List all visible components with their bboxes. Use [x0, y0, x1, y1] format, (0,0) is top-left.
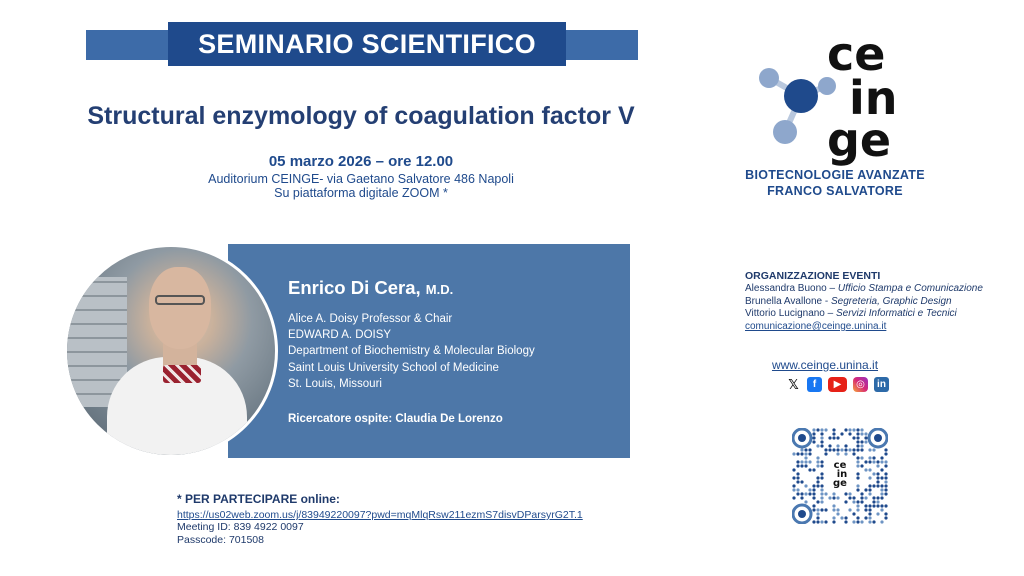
participate-title: * PER PARTECIPARE online:: [177, 492, 340, 506]
qr-module: [844, 516, 847, 519]
speaker-affiliation-line: Department of Biochemistry & Molecular Biology: [288, 345, 535, 357]
person-name: Alessandra Buono –: [745, 283, 836, 294]
qr-module: [804, 460, 807, 463]
qr-module: [824, 520, 827, 523]
qr-module: [860, 456, 863, 459]
qr-module: [876, 476, 879, 479]
qr-module: [820, 440, 823, 443]
qr-module: [832, 520, 835, 523]
qr-module: [856, 436, 859, 439]
qr-module: [876, 464, 879, 467]
qr-module: [800, 448, 803, 451]
qr-module: [800, 464, 803, 467]
qr-module: [884, 492, 887, 495]
qr-module: [856, 500, 859, 503]
qr-module: [816, 484, 819, 487]
qr-module: [884, 476, 887, 479]
qr-module: [820, 508, 823, 511]
qr-module: [864, 504, 867, 507]
qr-module: [868, 512, 871, 515]
qr-module: [812, 432, 815, 435]
qr-module: [796, 476, 799, 479]
speaker-affiliation-line: Saint Louis University School of Medicine: [288, 362, 499, 374]
qr-module: [796, 464, 799, 467]
qr-module: [868, 508, 871, 511]
qr-module: [884, 452, 887, 455]
guest-researcher: Ricercatore ospite: Claudia De Lorenzo: [288, 413, 503, 425]
qr-module: [856, 448, 859, 451]
qr-module: [852, 452, 855, 455]
qr-module: [880, 476, 883, 479]
seminar-banner-title: SEMINARIO SCIENTIFICO: [168, 22, 566, 66]
qr-module: [820, 460, 823, 463]
qr-module: [872, 496, 875, 499]
qr-module: [816, 480, 819, 483]
qr-module: [832, 432, 835, 435]
qr-module: [820, 520, 823, 523]
qr-module: [820, 488, 823, 491]
qr-module: [812, 520, 815, 523]
qr-module: [828, 448, 831, 451]
qr-module: [884, 512, 887, 515]
qr-module: [868, 484, 871, 487]
qr-module: [812, 496, 815, 499]
qr-module: [884, 484, 887, 487]
qr-module: [828, 496, 831, 499]
qr-module: [832, 504, 835, 507]
qr-module: [864, 516, 867, 519]
qr-module: [820, 476, 823, 479]
qr-module: [836, 444, 839, 447]
qr-module: [808, 468, 811, 471]
qr-module: [868, 468, 871, 471]
qr-module: [864, 508, 867, 511]
qr-module: [848, 428, 851, 431]
logo-subtitle-line1: BIOTECNOLOGIE AVANZATE: [745, 168, 925, 182]
qr-module: [792, 488, 795, 491]
qr-module: [856, 508, 859, 511]
qr-module: [884, 448, 887, 451]
qr-module: [884, 516, 887, 519]
qr-module: [832, 448, 835, 451]
qr-module: [872, 472, 875, 475]
qr-module: [804, 452, 807, 455]
qr-logo-ce: ce: [833, 460, 847, 471]
organization-title: ORGANIZZAZIONE EVENTI: [745, 270, 881, 282]
qr-module: [804, 500, 807, 503]
event-venue: Auditorium CEINGE- via Gaetano Salvatore 486 Napoli: [208, 172, 514, 186]
event-platform: Su piattaforma digitale ZOOM *: [274, 186, 448, 200]
qr-module: [792, 484, 795, 487]
qr-module: [796, 480, 799, 483]
qr-module: [856, 428, 859, 431]
logo-subtitle-line2: FRANCO SALVATORE: [767, 184, 903, 198]
qr-module: [836, 452, 839, 455]
qr-module: [804, 484, 807, 487]
qr-module: [820, 432, 823, 435]
qr-module: [828, 436, 831, 439]
qr-module: [820, 464, 823, 467]
qr-module: [800, 496, 803, 499]
zoom-link[interactable]: https://us02web.zoom.us/j/83949220097?pwd=mqMlqRsw211ezmS7disvDParsyrG2T.1: [177, 509, 583, 521]
qr-module: [864, 440, 867, 443]
qr-module: [816, 456, 819, 459]
qr-module: [812, 440, 815, 443]
qr-module: [844, 444, 847, 447]
speaker-affiliation-line: St. Louis, Missouri: [288, 378, 382, 390]
qr-module: [872, 448, 875, 451]
qr-module: [856, 476, 859, 479]
qr-module: [852, 448, 855, 451]
qr-module: [868, 460, 871, 463]
qr-module: [828, 444, 831, 447]
qr-module: [836, 436, 839, 439]
person-name: Brunella Avallone -: [745, 296, 829, 307]
person-role: Segreteria, Graphic Design: [830, 296, 952, 307]
qr-module: [876, 504, 879, 507]
qr-module: [864, 488, 867, 491]
qr-module: [820, 496, 823, 499]
qr-module: [860, 432, 863, 435]
passcode: Passcode: 701508: [177, 534, 264, 546]
qr-module: [796, 492, 799, 495]
talk-title: Structural enzymology of coagulation factor V: [87, 102, 635, 130]
qr-module: [876, 512, 879, 515]
logo-molecule-icon: [759, 68, 836, 144]
organization-person: [745, 308, 957, 319]
qr-module: [864, 432, 867, 435]
qr-module: [840, 432, 843, 435]
qr-module: [856, 488, 859, 491]
organization-person: [745, 296, 952, 307]
qr-module: [816, 444, 819, 447]
qr-module: [856, 432, 859, 435]
qr-module: [836, 512, 839, 515]
qr-module: [864, 436, 867, 439]
qr-module: [792, 452, 795, 455]
qr-module: [880, 488, 883, 491]
qr-module: [812, 468, 815, 471]
qr-module: [876, 472, 879, 475]
qr-module: [816, 520, 819, 523]
qr-module: [876, 460, 879, 463]
qr-module: [852, 520, 855, 523]
qr-module: [868, 456, 871, 459]
qr-module: [864, 460, 867, 463]
qr-module: [820, 436, 823, 439]
qr-module: [872, 456, 875, 459]
qr-module: [836, 448, 839, 451]
qr-module: [840, 448, 843, 451]
event-date-time: 05 marzo 2026 – ore 12.00: [268, 153, 454, 170]
qr-module: [848, 508, 851, 511]
qr-module: [868, 520, 871, 523]
qr-module: [860, 444, 863, 447]
qr-module: [856, 464, 859, 467]
speaker-affiliation-line: EDWARD A. DOISY: [288, 329, 392, 341]
qr-module: [820, 492, 823, 495]
qr-module: [844, 452, 847, 455]
qr-module: [880, 460, 883, 463]
qr-module: [844, 520, 847, 523]
qr-module: [868, 488, 871, 491]
qr-module: [860, 428, 863, 431]
qr-module: [832, 496, 835, 499]
ceinge-logo: [755, 28, 920, 166]
facebook-icon[interactable]: f: [807, 377, 822, 392]
youtube-icon[interactable]: ▶: [828, 377, 847, 392]
qr-module: [860, 440, 863, 443]
qr-module: [856, 456, 859, 459]
qr-module: [852, 496, 855, 499]
qr-module: [856, 504, 859, 507]
qr-module: [848, 492, 851, 495]
qr-module: [880, 484, 883, 487]
qr-module: [864, 496, 867, 499]
qr-module: [884, 460, 887, 463]
qr-module: [816, 476, 819, 479]
qr-module: [820, 484, 823, 487]
qr-module: [860, 464, 863, 467]
qr-module: [812, 484, 815, 487]
qr-module: [852, 512, 855, 515]
qr-code[interactable]: [792, 428, 888, 524]
qr-logo-ge: ge: [833, 478, 847, 489]
qr-module: [876, 480, 879, 483]
qr-module: [860, 496, 863, 499]
speaker-photo: [64, 244, 278, 458]
qr-module: [860, 448, 863, 451]
qr-module: [808, 488, 811, 491]
speaker-affiliation-line: Alice A. Doisy Professor & Chair: [288, 313, 453, 325]
qr-module: [844, 448, 847, 451]
qr-module: [848, 432, 851, 435]
qr-module: [832, 436, 835, 439]
qr-module: [800, 480, 803, 483]
qr-module: [792, 468, 795, 471]
qr-module: [864, 468, 867, 471]
speaker-title-suffix: M.D.: [425, 282, 454, 297]
qr-module: [876, 500, 879, 503]
qr-module: [804, 456, 807, 459]
qr-module: [880, 456, 883, 459]
qr-module: [852, 500, 855, 503]
qr-module: [804, 464, 807, 467]
qr-module: [812, 508, 815, 511]
qr-module: [856, 484, 859, 487]
qr-module: [808, 448, 811, 451]
qr-module: [844, 500, 847, 503]
qr-module: [824, 508, 827, 511]
instagram-icon[interactable]: ◎: [853, 377, 868, 392]
qr-module: [880, 496, 883, 499]
qr-module: [868, 476, 871, 479]
qr-module: [868, 448, 871, 451]
x-icon[interactable]: 𝕏: [786, 377, 801, 392]
qr-module: [824, 428, 827, 431]
qr-module: [816, 428, 819, 431]
qr-module: [852, 436, 855, 439]
qr-module: [812, 504, 815, 507]
contact-email-link[interactable]: comunicazione@ceinge.unina.it: [745, 321, 887, 332]
logo-text-in: in: [849, 71, 898, 125]
qr-module: [880, 492, 883, 495]
qr-module: [816, 516, 819, 519]
qr-module: [856, 460, 859, 463]
qr-module: [816, 508, 819, 511]
qr-module: [792, 476, 795, 479]
qr-module: [884, 464, 887, 467]
qr-module: [856, 444, 859, 447]
qr-module: [856, 472, 859, 475]
qr-module: [800, 460, 803, 463]
qr-module: [792, 496, 795, 499]
qr-module: [848, 496, 851, 499]
qr-module: [880, 520, 883, 523]
qr-module: [840, 516, 843, 519]
qr-module: [860, 520, 863, 523]
qr-module: [832, 492, 835, 495]
qr-module: [836, 508, 839, 511]
logo-text-ge: ge: [827, 113, 892, 166]
qr-module: [820, 444, 823, 447]
qr-module: [872, 520, 875, 523]
qr-module: [800, 452, 803, 455]
qr-module: [796, 460, 799, 463]
qr-module: [824, 448, 827, 451]
organization-person: [745, 283, 983, 294]
qr-module: [812, 492, 815, 495]
social-icons: [786, 377, 889, 392]
qr-module: [832, 428, 835, 431]
qr-module: [816, 460, 819, 463]
person-name: Vittorio Lucignano –: [745, 308, 834, 319]
qr-module: [796, 488, 799, 491]
qr-module: [868, 492, 871, 495]
qr-module: [808, 452, 811, 455]
qr-module: [872, 504, 875, 507]
qr-module: [816, 464, 819, 467]
person-role: Ufficio Stampa e Comunicazione: [837, 283, 983, 294]
meeting-id: Meeting ID: 839 4922 0097: [177, 521, 304, 533]
qr-module: [844, 492, 847, 495]
qr-module: [876, 496, 879, 499]
qr-logo-in: in: [836, 469, 848, 480]
qr-module: [884, 488, 887, 491]
speaker-name: [288, 277, 453, 299]
qr-module: [808, 460, 811, 463]
qr-module: [812, 436, 815, 439]
person-role: Servizi Informatici e Tecnici: [836, 308, 957, 319]
qr-module: [800, 492, 803, 495]
qr-module: [880, 504, 883, 507]
qr-module: [868, 516, 871, 519]
qr-module: [872, 484, 875, 487]
qr-module: [856, 520, 859, 523]
qr-module: [872, 460, 875, 463]
qr-module: [816, 512, 819, 515]
speaker-name-text: Enrico Di Cera,: [288, 277, 421, 298]
qr-module: [808, 492, 811, 495]
qr-module: [836, 496, 839, 499]
website-link[interactable]: www.ceinge.unina.it: [771, 358, 879, 372]
qr-module: [812, 488, 815, 491]
logo-text-ce: ce: [827, 28, 886, 81]
qr-module: [876, 484, 879, 487]
qr-module: [804, 448, 807, 451]
qr-module: [824, 452, 827, 455]
linkedin-icon[interactable]: in: [874, 377, 889, 392]
qr-module: [824, 492, 827, 495]
qr-module: [820, 472, 823, 475]
qr-module: [820, 500, 823, 503]
qr-module: [884, 504, 887, 507]
qr-module: [844, 428, 847, 431]
qr-module: [832, 508, 835, 511]
qr-module: [796, 472, 799, 475]
qr-module: [856, 516, 859, 519]
qr-module: [884, 472, 887, 475]
qr-module: [796, 452, 799, 455]
qr-module: [856, 440, 859, 443]
qr-module: [852, 428, 855, 431]
qr-module: [880, 508, 883, 511]
qr-module: [884, 480, 887, 483]
qr-module: [872, 500, 875, 503]
qr-module: [832, 516, 835, 519]
qr-module: [816, 500, 819, 503]
qr-module: [860, 500, 863, 503]
qr-module: [860, 492, 863, 495]
qr-module: [868, 504, 871, 507]
qr-module: [804, 492, 807, 495]
qr-module: [848, 448, 851, 451]
qr-module: [880, 468, 883, 471]
qr-module: [820, 428, 823, 431]
qr-module: [812, 428, 815, 431]
